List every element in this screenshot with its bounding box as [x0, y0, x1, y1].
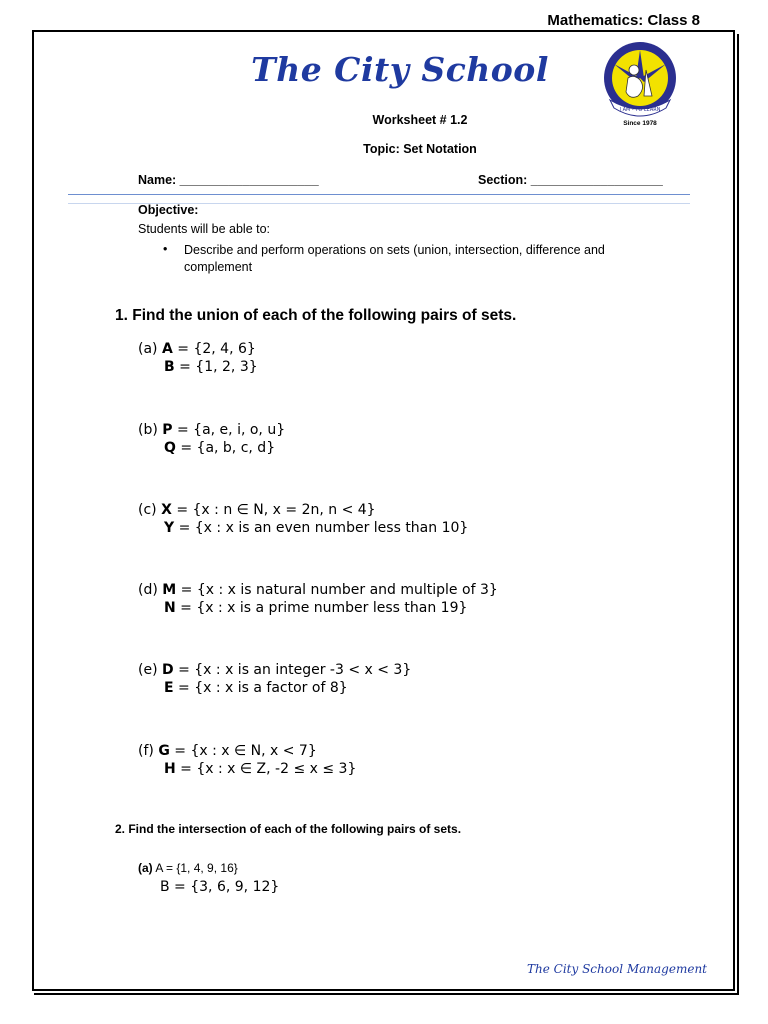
- question-2-title: 2. Find the intersection of each of the following pairs of sets.: [115, 822, 462, 836]
- page-border-shadow-bottom: [34, 993, 737, 995]
- logo-motto: I AM - TO LEARN: [619, 107, 661, 113]
- q1-part-a: (a) A = {2, 4, 6} B = {1, 2, 3}: [138, 341, 258, 375]
- q1-part-e: (e) D = {x : x is an integer -3 < x < 3} E = {x : x is a factor of 8}: [138, 662, 412, 696]
- q1-part-b: (b) P = {a, e, i, o, u} Q = {a, b, c, d}: [138, 422, 286, 456]
- question-1-title: 1. Find the union of each of the following pairs of sets.: [115, 307, 517, 324]
- logo-since: Since 1978: [623, 120, 657, 127]
- school-name-title: The City School: [251, 50, 549, 89]
- name-field: Name: ____________________: [138, 173, 319, 187]
- worksheet-number: Worksheet # 1.2: [372, 113, 468, 127]
- section-field: Section: ___________________: [478, 173, 663, 187]
- q1-part-d: (d) M = {x : x is natural number and multiple of 3} N = {x : x is a prime number less than 19}: [138, 582, 498, 616]
- q2-part-a-line1: (a) A = {1, 4, 9, 16}: [138, 861, 238, 875]
- q1-part-f: (f) G = {x : x ∈ N, x < 7} H = {x : x ∈ Z, -2 ≤ x ≤ 3}: [138, 743, 357, 777]
- bullet-icon: •: [163, 242, 168, 256]
- q2-part-a-line2: B = {3, 6, 9, 12}: [160, 879, 280, 895]
- school-logo-icon: [600, 40, 680, 128]
- objective-bullet-text: Describe and perform operations on sets (union, intersection, difference and complement: [184, 243, 605, 274]
- footer-management: The City School Management: [527, 962, 707, 976]
- page-border-shadow-right: [737, 34, 739, 995]
- objective-intro: Students will be able to:: [138, 222, 271, 236]
- divider-line: [68, 194, 690, 195]
- subject-class-label: Mathematics: Class 8: [547, 12, 700, 29]
- q1-part-c: (c) X = {x : n ∈ N, x = 2n, n < 4} Y = {x : x is an even number less than 10}: [138, 502, 469, 536]
- objective-heading: Objective:: [138, 203, 199, 217]
- worksheet-topic: Topic: Set Notation: [363, 142, 477, 156]
